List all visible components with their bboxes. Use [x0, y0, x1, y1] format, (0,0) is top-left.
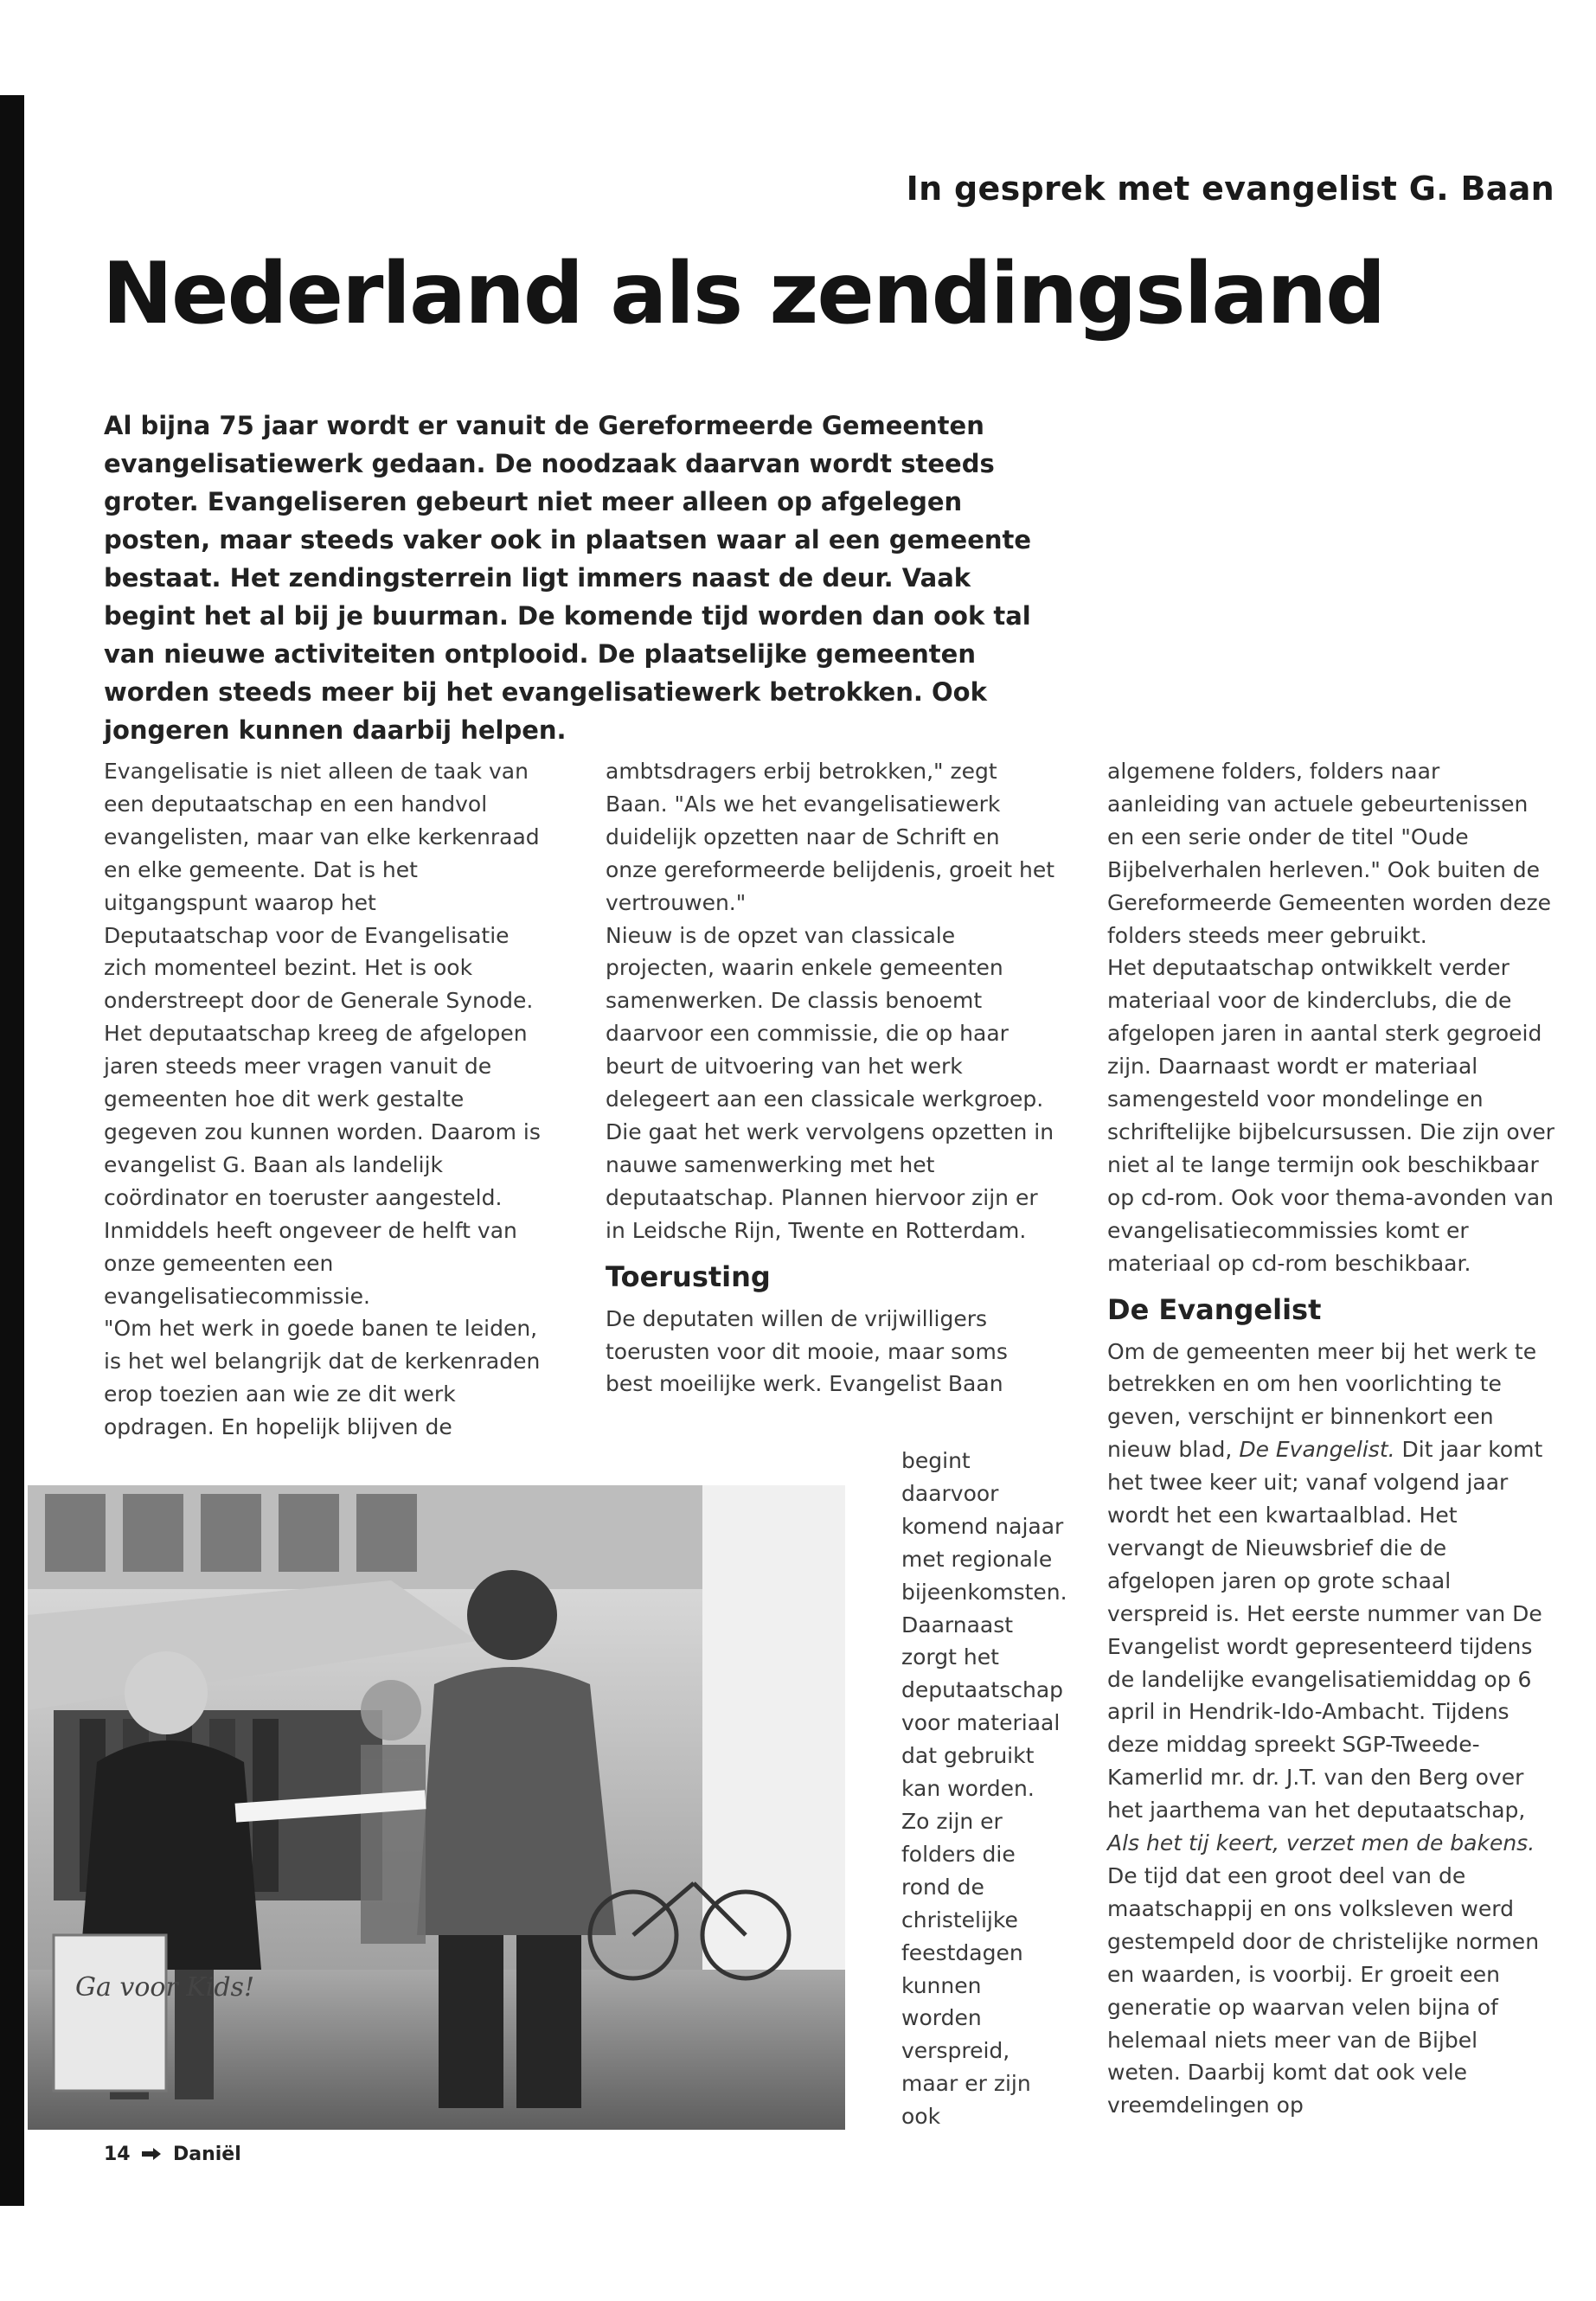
column-1-paragraph: "Om het werk in goede banen te leiden, is het wel belangrijk dat de kerkenraden erop toezien aan wie ze dit werk opdragen. En hopelijk blijven de [104, 1316, 541, 1440]
column-3-paragraph: Het deputaatschap ontwikkelt verder materiaal voor de kinderclubs, die de afgelopen jaren in aantal sterk gegroeid zijn. Daarnaast wordt er materiaal samengesteld voor mondelinge en schriftelijke bijbelcursussen. Die zijn over niet al te lange termijn ook beschikbaar op cd-rom. Ook voor thema-avonden van evangelisatiecommissies komt er materiaal op cd-rom beschikbaar. [1107, 955, 1555, 1276]
bag-text: Ga voor Kids! [75, 1972, 254, 2003]
column-2-paragraph: ambtsdragers erbij betrokken," zegt Baan. "Als we het evangelisatiewerk duidelijk opzetten naar de Schrift en onze gereformeerde belijdenis, groeit het vertrouwen." [606, 759, 1055, 915]
article-column-1 [104, 755, 545, 1444]
column-1-paragraph: Evangelisatie is niet alleen de taak van een deputaatschap en een handvol evangelisten, maar van elke kerkenraad en elke gemeente. Dat is het uitgangspunt waarop het Deputaatschap voor de Evangelisatie zich momenteel bezint. Het is ook onderstreept door de Generale Synode. [104, 759, 540, 1014]
article-kicker: In gesprek met evangelist G. Baan [906, 170, 1554, 208]
page-number: 14 [104, 2144, 131, 2165]
article-lead: Al bijna 75 jaar wordt er vanuit de Gereformeerde Gemeenten evangelisatiewerk gedaan. De noodzaak daarvan wordt steeds groter. Evangeliseren gebeurt niet meer alleen op afgelegen posten, maar steeds vaker ook in plaatsen waar al een gemeente bestaat. Het zendingsterrein ligt immers naast de deur. Vaak begint het al bij je buurman. De komende tijd worden dan ook tal van nieuwe activiteiten ontplooid. De plaatselijke gemeenten worden steeds meer bij het evangelisatiewerk betrokken. Ook jongeren kunnen daarbij helpen. [104, 411, 1032, 745]
article-photo [28, 1485, 845, 2130]
column-3-paragraph: algemene folders, folders naar aanleiding van actuele gebeurtenissen en een serie onder de titel "Oude Bijbelverhalen herleven." Ook buiten de Gereformeerde Gemeenten worden deze folders steeds meer gebruikt. [1107, 759, 1552, 948]
article-column-3 [1107, 755, 1557, 2122]
arrow-right-icon [142, 2144, 161, 2165]
column-1-paragraph: Het deputaatschap kreeg de afgelopen jaren steeds meer vragen vanuit de gemeenten hoe dit werk gestalte gegeven zou kunnen worden. Daarom is evangelist G. Baan als landelijk coördinator en toeruster aangesteld. Inmiddels heeft ongeveer de helft van onze gemeenten een evangelisatiecommissie. [104, 1021, 541, 1309]
page-edge-bar [0, 95, 24, 2206]
column-2-paragraph: Nieuw is de opzet van classicale projecten, waarin enkele gemeenten samenwerken. De classis benoemt daarvoor een commissie, die op haar beurt de uitvoering van het werk delegeert aan een classicale werkgroep. Die gaat het werk vervolgens opzetten in nauwe samenwerking met het deputaatschap. Plannen hiervoor zijn er in Leidsche Rijn, Twente en Rotterdam. [606, 922, 1054, 1243]
article-column-2 [606, 755, 1055, 1400]
article-column-2-continued [901, 1445, 1066, 2133]
page-footer [104, 2144, 241, 2165]
article-headline: Nederland als zendingsland [102, 245, 1385, 343]
street-scene-photo [28, 1485, 845, 2130]
magazine-name: Daniël [172, 2144, 241, 2165]
section-heading-de-evangelist: De Evangelist [1107, 1292, 1322, 1326]
column-2-paragraph: De deputaten willen de vrijwilligers toerusten voor dit mooie, maar soms best moeilijke werk. Evangelist Baan [606, 1305, 1008, 1397]
column-2-paragraph-continued: begint daarvoor komend najaar met regionale bijeenkomsten. Daarnaast zorgt het deputaatschap voor materiaal dat gebruikt kan worden. Zo zijn er folders die rond de christelijke feestdagen kunnen worden verspreid, maar er zijn ook [901, 1448, 1067, 2130]
column-3-paragraph: Om de gemeenten meer bij het werk te betrekken en om hen voorlichting te geven, verschijnt er binnenkort een nieuw blad, De Evangelist. Dit jaar komt het twee keer uit; vanaf volgend jaar wordt het een kwartaalblad. Het vervangt de Nieuwsbrief die de afgelopen jaren op grote schaal verspreid is. Het eerste nummer van De Evangelist wordt gepresenteerd tijdens de landelijke evangelisatiemiddag op 6 april in Hendrik-Ido-Ambacht. Tijdens deze middag spreekt SGP-Tweede-Kamerlid mr. dr. J.T. van den Berg over het jaarthema van het deputaatschap, Als het tij keert, verzet men de bakens. De tijd dat een groot deel van de maatschappij en ons volksleven werd gestempeld door de christelijke normen en waarden, is voorbij. Er groeit een generatie op waarvan velen bijna of helemaal niets meer van de Bijbel weten. Daarbij komt dat ook vele vreemdelingen op [1107, 1338, 1543, 2118]
section-heading-toerusting: Toerusting [606, 1259, 771, 1293]
